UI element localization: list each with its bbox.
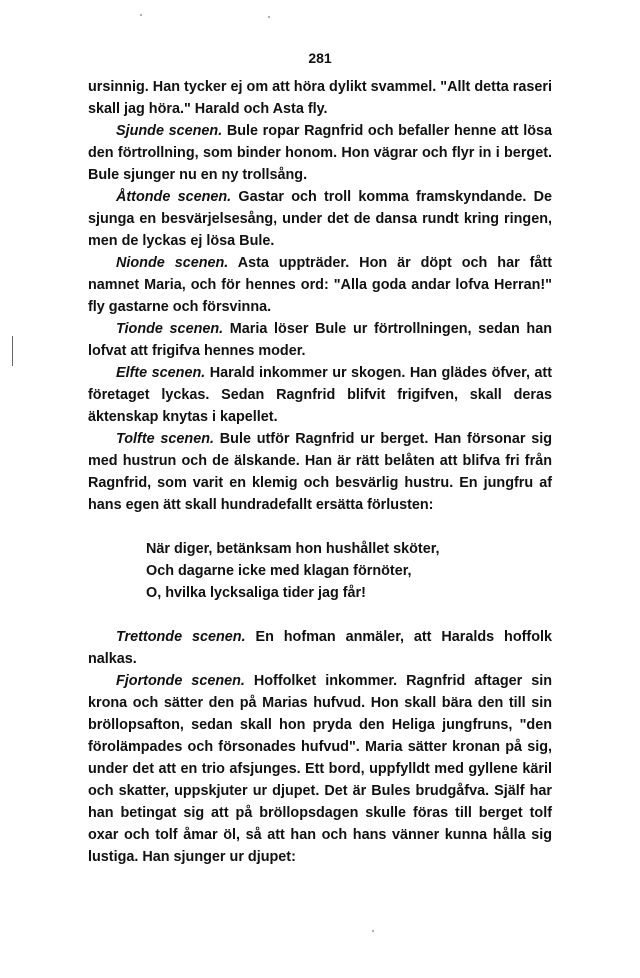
margin-mark bbox=[12, 336, 13, 366]
paragraph-text: Harald inkommer ur skogen. Han glädes öfver, att företaget lyckas. Sedan Ragnfrid blifvit frigifven, skall deras äktenskap knytas i kapellet. bbox=[88, 365, 553, 425]
paragraph bbox=[88, 362, 552, 428]
paragraph-text: En hofman anmäler, att Haralds hoffolk nalkas. bbox=[88, 629, 552, 667]
verse bbox=[146, 538, 552, 604]
scene-title: Tionde scenen. bbox=[116, 321, 224, 337]
verse-line: Och dagarne icke med klagan förnöter, bbox=[146, 563, 412, 579]
paragraph bbox=[88, 670, 552, 868]
paragraph bbox=[88, 186, 552, 252]
verse-line: När diger, betänksam hon hushållet sköter, bbox=[146, 541, 440, 557]
scan-speck bbox=[372, 930, 374, 932]
scene-title: Åttonde scenen. bbox=[116, 189, 232, 205]
verse-line: O, hvilka lycksaliga tider jag får! bbox=[146, 585, 366, 601]
paragraph bbox=[88, 252, 552, 318]
paragraph-text: Gastar och troll komma framskyndande. De sjunga en besvärjelsesång, under det de dansa rundt kring ringen, men de lyckas ej lösa Bule. bbox=[88, 189, 552, 249]
scene-title: Nionde scenen. bbox=[116, 255, 229, 271]
paragraph bbox=[88, 626, 552, 670]
paragraph-text: ursinnig. Han tycker ej om att höra dylikt svammel. "Allt detta raseri skall jag höra." Harald och Asta fly. bbox=[88, 79, 552, 117]
scene-title: Tolfte scenen. bbox=[116, 431, 214, 447]
paragraph-text: Hoffolket inkommer. Ragnfrid aftager sin krona och sätter den på Marias hufvud. Hon skall bära den till sin bröllopsafton, sedan skall hon pryda den Heliga jungfruns, "den förolämpades och försonades hufvud". Maria sätter kronan på sig, under det att en trio afsjunges. Ett bord, uppfylldt med gyllene käril och skatter, uppskjuter ur djupet. Det är Bules brudgåfva. Själf har han betingat sig att på bröllopsdagen skulle föras till berget tolf oxar och tolf åmar öl, så att han och hans vänner kunna hålla sig lustiga. Han sjunger ur djupet: bbox=[88, 673, 552, 865]
scan-speck bbox=[140, 14, 142, 16]
body-text bbox=[88, 76, 552, 868]
scan-speck bbox=[268, 16, 270, 18]
paragraph-text: Asta uppträder. Hon är döpt och har fått namnet Maria, och för hennes ord: "Alla goda andar lofva Herran!" fly gastarne och försvinna. bbox=[88, 255, 553, 315]
paragraph bbox=[88, 318, 552, 362]
paragraph-text: Maria löser Bule ur förtrollningen, sedan han lofvat att frigifva hennes moder. bbox=[88, 321, 552, 359]
scene-title: Trettonde scenen. bbox=[116, 629, 246, 645]
paragraph-text: Bule ropar Ragnfrid och befaller henne att lösa den förtrollning, som binder honom. Hon vägrar och flyr in i berget. Bule sjunger nu en ny trollsång. bbox=[88, 123, 553, 183]
scene-title: Fjortonde scenen. bbox=[116, 673, 245, 689]
scene-title: Elfte scenen. bbox=[116, 365, 206, 381]
scene-title: Sjunde scenen. bbox=[116, 123, 223, 139]
paragraph bbox=[88, 76, 552, 120]
paragraph bbox=[88, 428, 552, 516]
page-number: 281 bbox=[308, 50, 332, 66]
paragraph bbox=[88, 120, 552, 186]
paragraph-text: Bule utför Ragnfrid ur berget. Han försonar sig med hustrun och de älskande. Han är rätt belåten att blifva fri från Ragnfrid, som varit en klemig och besvärlig hustru. En jungfru af hans egen ätt skall hundradefallt ersätta förlusten: bbox=[88, 431, 552, 513]
